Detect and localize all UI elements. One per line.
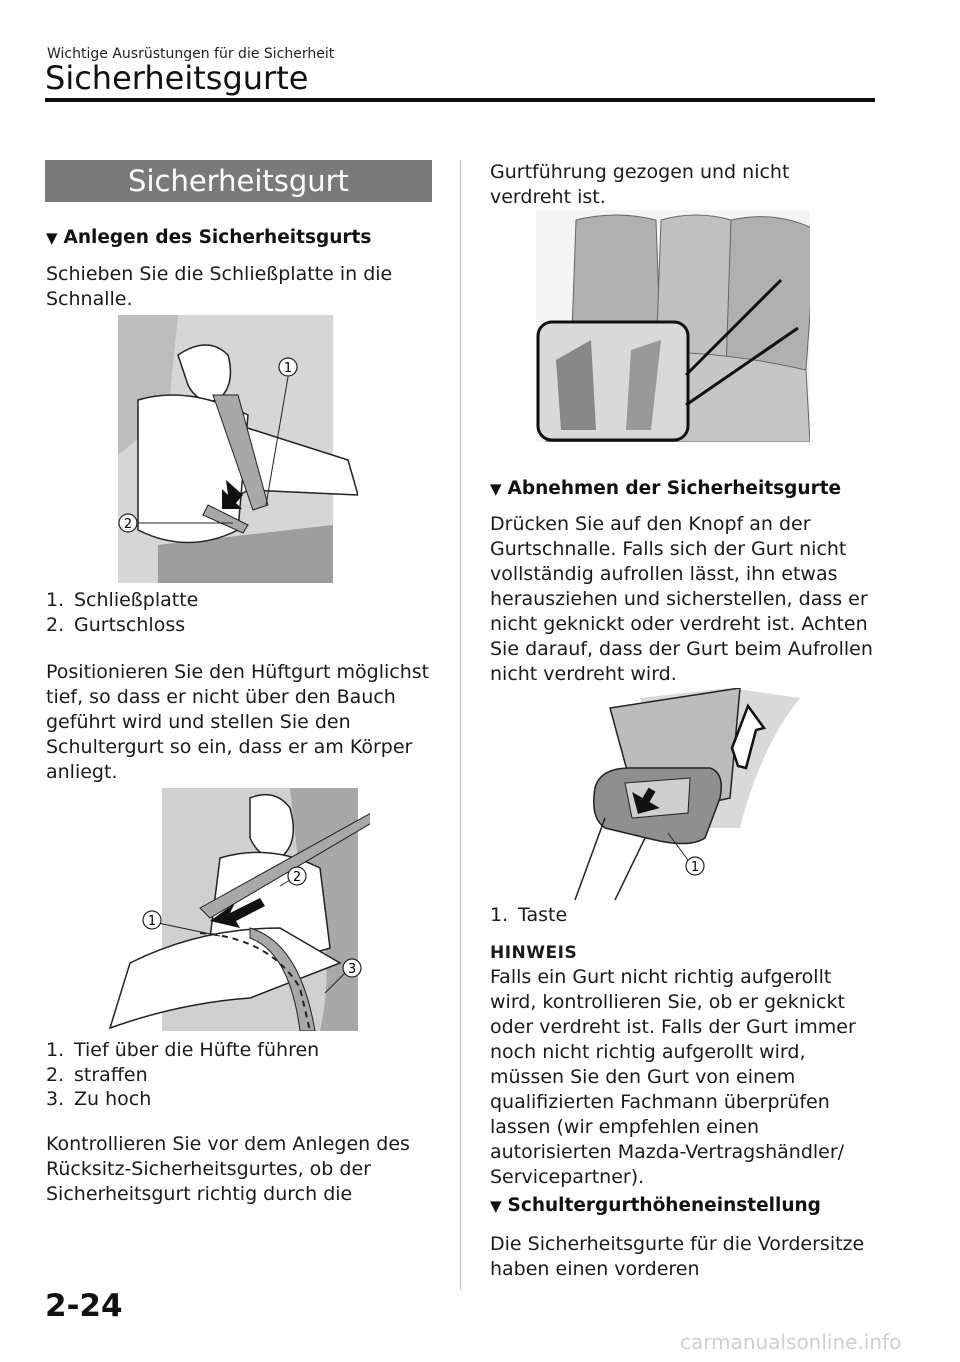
figure-rear-seat: [536, 210, 810, 442]
legend-list-1: [46, 588, 198, 637]
para-abnehmen: Drücken Sie auf den Knopf an der Gurtschnalle. Falls sich der Gurt nicht vollständig aufrollen lässt, ihn etwas herausziehen und sicherstellen, dass er nicht geknickt oder verdreht ist. Achten Sie darauf, dass der Gurt beim Aufrollen nicht verdreht wird.: [490, 513, 873, 685]
list-item: 1. Tief über die Hüfte führen: [46, 1039, 320, 1061]
callout-1: 1: [147, 914, 157, 929]
para-vordersitze: Die Sicherheitsgurte für die Vordersitze haben einen vorderen: [490, 1233, 865, 1280]
heading-schultergurt: [490, 1195, 821, 1216]
note-text: Falls ein Gurt nicht richtig aufgerollt wird, kontrollieren Sie, ob er geknickt oder verdreht ist. Falls der Gurt immer noch nicht richtig aufgerollt wird, müssen Sie den Gurt von einem qualifizierten Fachmann überprüfen lassen (wir empfehlen einen autorisierten Mazda-Vertragshändler/ Servicepartner).: [490, 966, 856, 1188]
heading-abnehmen-text: Abnehmen der Sicherheitsgurte: [507, 478, 842, 499]
legend-list-3: [490, 903, 567, 928]
callout-1: 1: [690, 860, 700, 875]
para-gurtfuehrung: Gurtführung gezogen und nicht verdreht ist.: [490, 161, 790, 208]
legend-list-2: [46, 1038, 319, 1112]
header-rule: [45, 98, 875, 102]
note-title: HINWEIS: [490, 943, 578, 963]
para-ruecksitz: Kontrollieren Sie vor dem Anlegen des Rücksitz-Sicherheitsgurtes, ob der Sicherheitsgurt richtig durch die: [46, 1133, 410, 1205]
list-item: 1. Taste: [490, 904, 568, 926]
figure-release-button: [570, 688, 802, 900]
triangle-down-icon: ▼: [46, 229, 58, 247]
page-title: Sicherheitsgurte: [45, 59, 309, 97]
heading-anlegen: [46, 227, 371, 248]
column-divider: [460, 160, 461, 1290]
list-item: 3. Zu hoch: [46, 1088, 152, 1110]
list-item: 2. straffen: [46, 1063, 148, 1086]
para-schliessplatte: Schieben Sie die Schließplatte in die Schnalle.: [46, 263, 393, 310]
watermark: carmanualsonline.info: [680, 1330, 902, 1354]
heading-abnehmen: [490, 478, 841, 499]
para-hueftgurt: Positionieren Sie den Hüftgurt möglichst tief, so dass er nicht über den Bauch geführt wird und stellen Sie den Schultergurt so ein, dass er am Körper anliegt.: [46, 661, 430, 783]
heading-anlegen-text: Anlegen des Sicherheitsgurts: [63, 227, 372, 248]
callout-1: 1: [283, 361, 293, 376]
section-breadcrumb: Wichtige Ausrüstungen für die Sicherheit: [47, 46, 335, 62]
callout-3: 3: [347, 962, 357, 977]
heading-schultergurt-text: Schultergurthöheneinstellung: [507, 1195, 821, 1216]
triangle-down-icon: ▼: [490, 1197, 502, 1215]
section-banner: Sicherheitsgurt: [45, 160, 432, 202]
list-item: 2. Gurtschloss: [46, 613, 186, 636]
figure-lap-belt: [100, 788, 370, 1031]
callout-2: 2: [292, 870, 302, 885]
triangle-down-icon: ▼: [490, 480, 502, 498]
list-item: 1. Schließplatte: [46, 589, 199, 611]
page-number: 2-24: [45, 1288, 123, 1324]
figure-buckle-insert: [118, 315, 358, 583]
callout-2: 2: [123, 517, 133, 532]
